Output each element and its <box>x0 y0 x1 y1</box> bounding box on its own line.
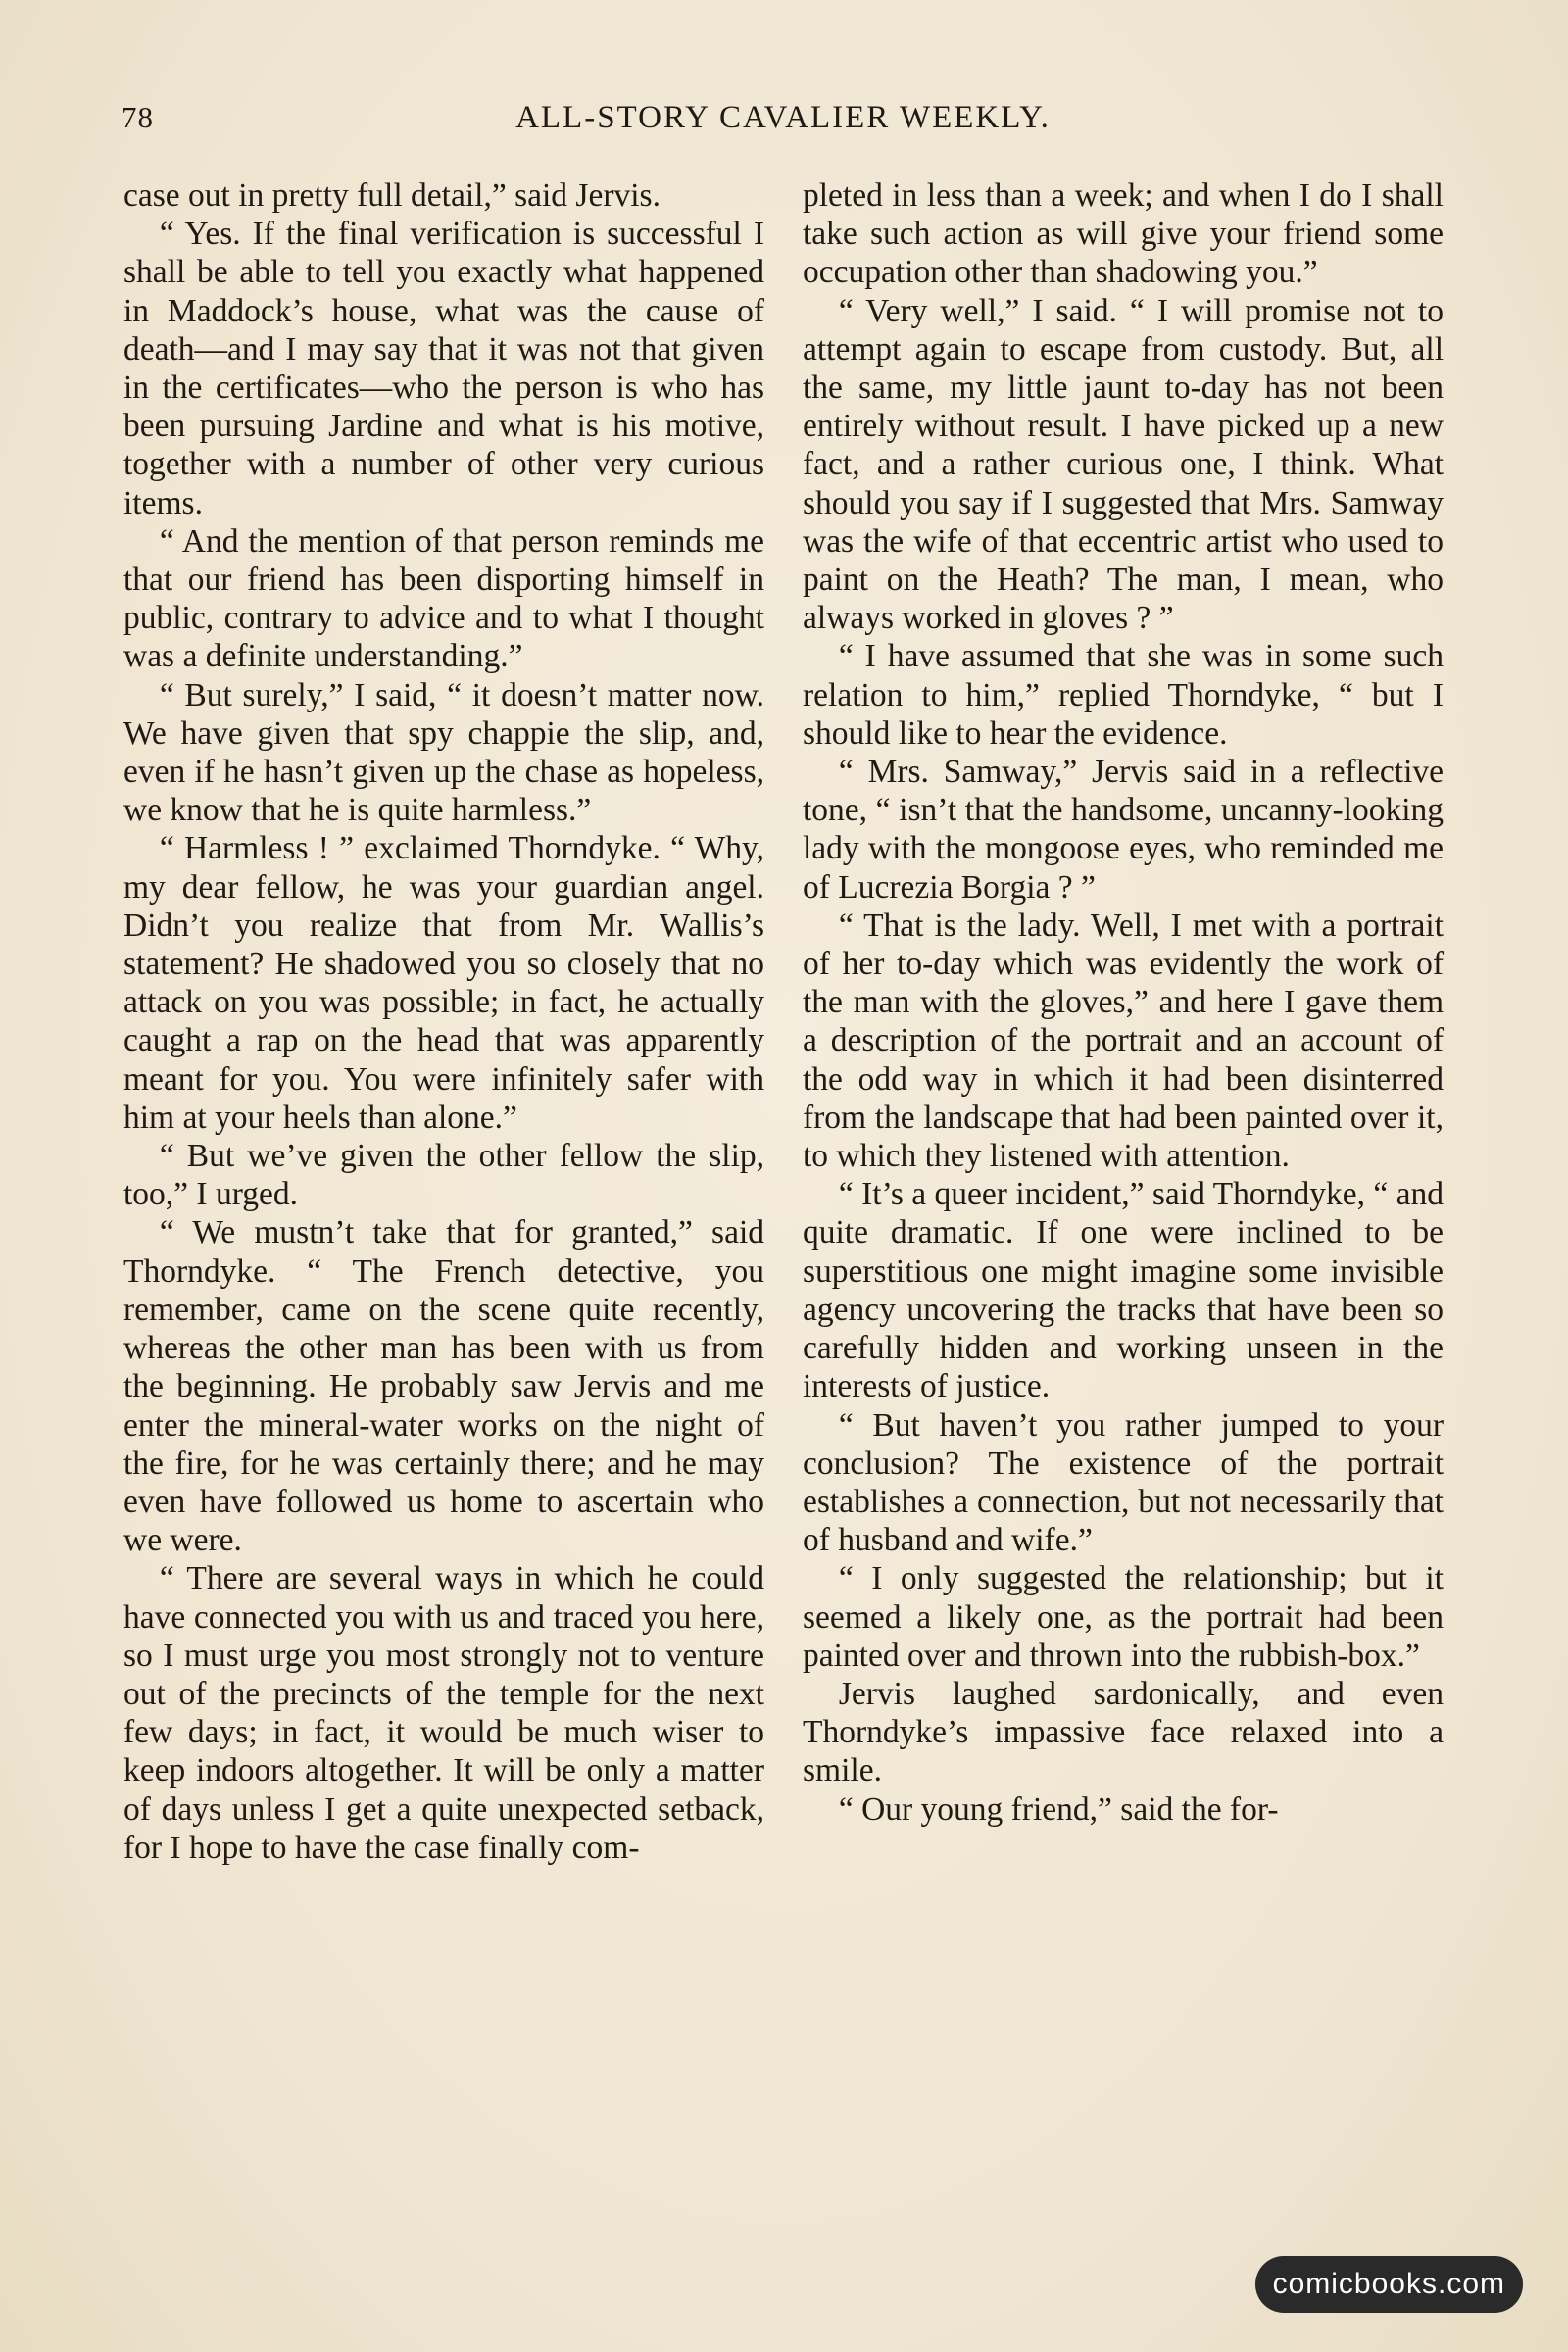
paragraph: “ I have assumed that she was in some such relation to him,” replied Thorndyke, “ but I should like to hear the evidence. <box>803 638 1444 752</box>
page-number: 78 <box>122 100 154 134</box>
paragraph: “ That is the lady. Well, I met with a portrait of her to-day which was evidently the work of the man with the gloves,” and here I gave them a description of the portrait and an account of the odd way in which it had been disinterred from the landscape that had been painted over it, to which they listened with attention. <box>803 906 1444 1175</box>
paragraph: Jervis laughed sardonically, and even Thorndyke’s impassive face relaxed into a smile. <box>803 1675 1444 1789</box>
paragraph: “ But we’ve given the other fellow the slip, too,” I urged. <box>123 1138 764 1213</box>
paragraph: “ Harmless ! ” exclaimed Thorndyke. “ Why, my dear fellow, he was your guardian angel. Didn’t you realize that from Mr. Wallis’s statement? He shadowed you so closely that no attack on you was possible; in fact, he actually caught a rap on the head that was apparently meant for you. You were infinitely safer with him at your heels than alone.” <box>123 830 764 1136</box>
paragraph: “ We mustn’t take that for granted,” said Thorndyke. “ The French detective, you remember, came on the scene quite recently, whereas the other man has been with us from the beginning. He probably saw Jervis and me enter the mineral-water works on the night of the fire, for he was certainly there; and he may even have followed us home to ascertain who we were. <box>123 1214 764 1559</box>
paragraph: “ It’s a queer incident,” said Thorndyke, “ and quite dramatic. If one were inclined to be superstitious one might imagine some invisible agency uncovering the tracks that have been so carefully hidden and working unseen in the interests of justice. <box>803 1176 1444 1405</box>
paragraph: “ And the mention of that person reminds me that our friend has been disporting himself in public, contrary to advice and to what I thought was a definite understanding.” <box>123 522 764 675</box>
paragraph: “ But surely,” I said, “ it doesn’t matter now. We have given that spy chappie the slip, and, even if he hasn’t given up the chase as hopeless, we know that he is quite harmless.” <box>123 676 764 829</box>
page-header <box>122 100 1445 159</box>
paragraph: case out in pretty full detail,” said Jervis. <box>123 177 661 214</box>
running-title: ALL-STORY CAVALIER WEEKLY. <box>515 100 1051 135</box>
text-column-left <box>123 176 764 1867</box>
paragraph: pleted in less than a week; and when I do I shall take such action as will give your friend some occupation other than shadowing you.” <box>803 177 1444 291</box>
paragraph: “ Our young friend,” said the for- <box>838 1790 1279 1828</box>
paragraph: “ Yes. If the final verification is successful I shall be able to tell you exactly what happened in Maddock’s house, what was the cause of death—and I may say that it was not that given in the certificates—who the person is who has been pursuing Jardine and what is his motive, together with a number of other very curious items. <box>123 216 764 521</box>
text-column-right <box>803 176 1444 1829</box>
paragraph: “ There are several ways in which he could have connected you with us and traced you here, so I must urge you most strongly not to venture out of the precincts of the temple for the next few days; in fact, it would be much wiser to keep indoors altogether. It will be only a matter of days unless I get a quite unexpected setback, for I hope to have the case finally com- <box>123 1560 764 1866</box>
paragraph: “ Very well,” I said. “ I will promise not to attempt again to escape from custody. But, all the same, my little jaunt to-day has not been entirely without result. I have picked up a new fact, and a rather curious one, I think. What should you say if I suggested that Mrs. Samway was the wife of that eccentric artist who used to paint on the Heath? The man, I mean, who always worked in gloves ? ” <box>803 292 1444 637</box>
paragraph: “ I only suggested the relationship; but it seemed a likely one, as the portrait had been painted over and thrown into the rubbish-box.” <box>803 1560 1444 1674</box>
watermark-badge: comicbooks.com <box>1255 2256 1523 2313</box>
paragraph: “ But haven’t you rather jumped to your conclusion? The existence of the portrait establishes a connection, but not necessarily that of husband and wife.” <box>803 1406 1444 1559</box>
paragraph: “ Mrs. Samway,” Jervis said in a reflective tone, “ isn’t that the handsome, uncanny-looking lady with the mongoose eyes, who reminded me of Lucrezia Borgia ? ” <box>803 754 1444 906</box>
